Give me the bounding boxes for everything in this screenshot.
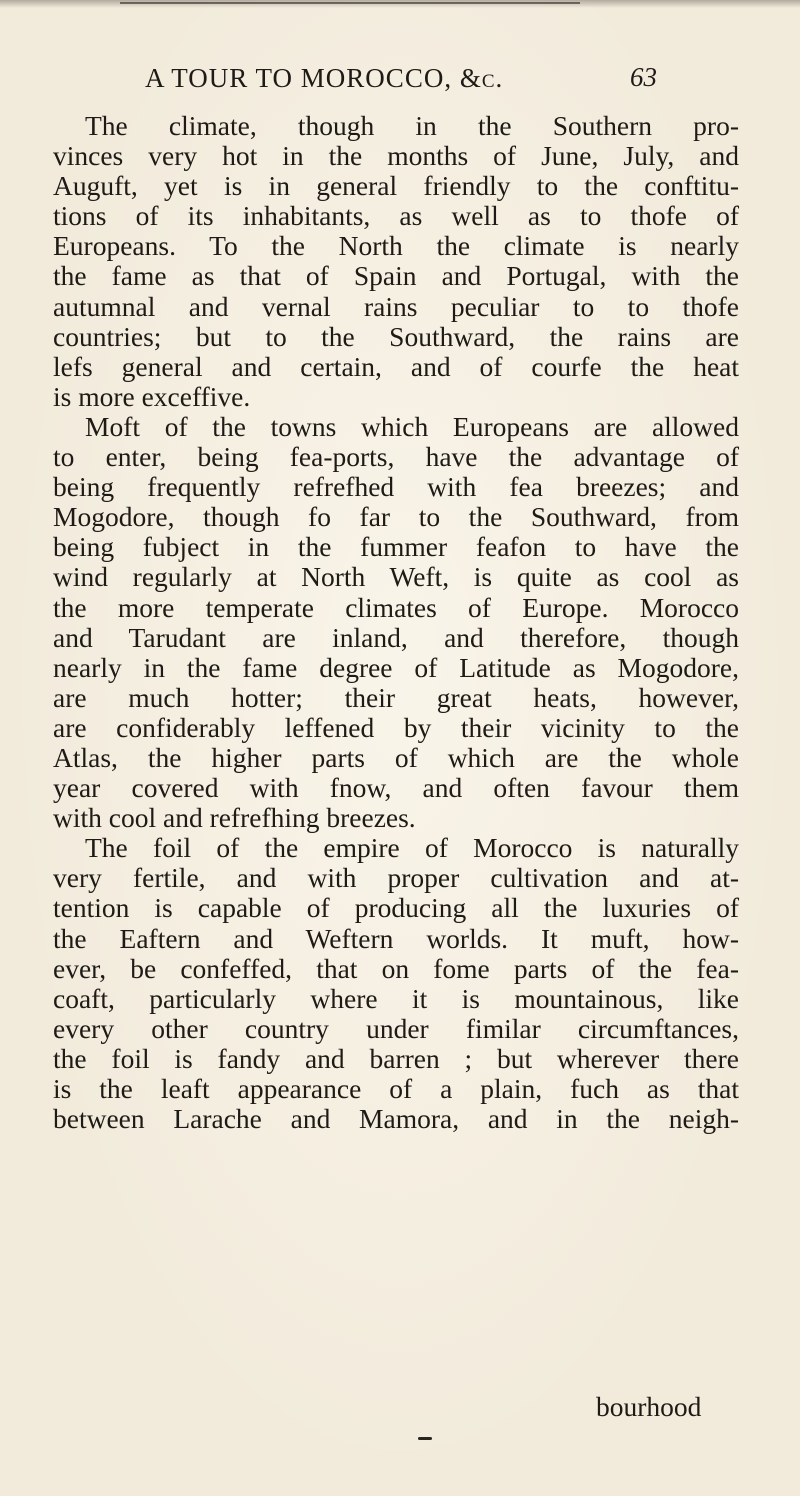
text-line: coaft, particularly where it is mountainous, like (53, 982, 739, 1014)
text-line: The climate, though in the Southern pro- (85, 110, 739, 141)
text-line: autumnal and vernal rains peculiar to to thofe (53, 290, 739, 322)
text-line: year covered with fnow, and often favour them (53, 772, 739, 804)
text-line: The foil of the empire of Morocco is naturally (85, 832, 739, 864)
text-line: is the leaft appearance of a plain, fuch as that (53, 1073, 739, 1104)
text-line: Atlas, the higher parts of which are the whole (53, 741, 739, 773)
text-line: tention is capable of producing all the luxuries of (53, 892, 739, 924)
text-line: tions of its inhabitants, as well as to thofe of (53, 200, 739, 232)
text-line: very fertile, and with proper cultivation and at- (53, 862, 739, 894)
top-rule (120, 2, 580, 4)
text-line: with cool and refrefhing breezes. (53, 802, 416, 834)
text-line: being frequently refrefhed with fea breezes; and (53, 471, 739, 503)
text-line: to enter, being fea-ports, have the advantage of (53, 441, 739, 473)
text-line: vinces very hot in the months of June, July, and (53, 140, 739, 172)
text-line: being fubject in the fummer feafon to have the (53, 531, 739, 563)
text-line: Europeans. To the North the climate is nearly (53, 230, 739, 262)
body-text (53, 111, 739, 1134)
text-line: are confiderably leffened by their vicinity to the (53, 711, 739, 743)
text-line: the foil is fandy and barren ; but wherever there (53, 1042, 739, 1074)
text-line: countries; but to the Southward, the rains are (53, 320, 739, 352)
text-line: Auguft, yet is in general friendly to the conftitu- (53, 170, 739, 202)
text-line: Mogodore, though fo far to the Southward, from (53, 501, 739, 533)
text-line: are much hotter; their great heats, however, (53, 681, 739, 713)
ink-mark (418, 1437, 432, 1440)
text-line: lefs general and certain, and of courfe the heat (53, 350, 739, 382)
text-line: every other country under fimilar circumftances, (53, 1012, 739, 1044)
text-line: between Larache and Mamora, and in the neigh- (53, 1103, 739, 1135)
text-line: and Tarudant are inland, and therefore, though (53, 621, 739, 653)
text-line: the fame as that of Spain and Portugal, with the (53, 260, 739, 292)
text-line: Moft of the towns which Europeans are allowed (85, 410, 739, 442)
text-line: wind regularly at North Weft, is quite as cool as (53, 561, 739, 593)
running-head: A TOUR TO MOROCCO, &c. (145, 63, 504, 93)
page-number: 63 (630, 62, 657, 92)
text-line: nearly in the fame degree of Latitude as Mogodore, (53, 651, 739, 683)
text-line: the more temperate climates of Europe. Morocco (53, 591, 739, 623)
catchword: bourhood (596, 1391, 702, 1422)
text-line: ever, be confeffed, that on fome parts of the fea- (53, 952, 739, 984)
text-line: the Eaftern and Weftern worlds. It muft, how- (53, 922, 739, 954)
text-line: is more exceffive. (53, 380, 251, 412)
